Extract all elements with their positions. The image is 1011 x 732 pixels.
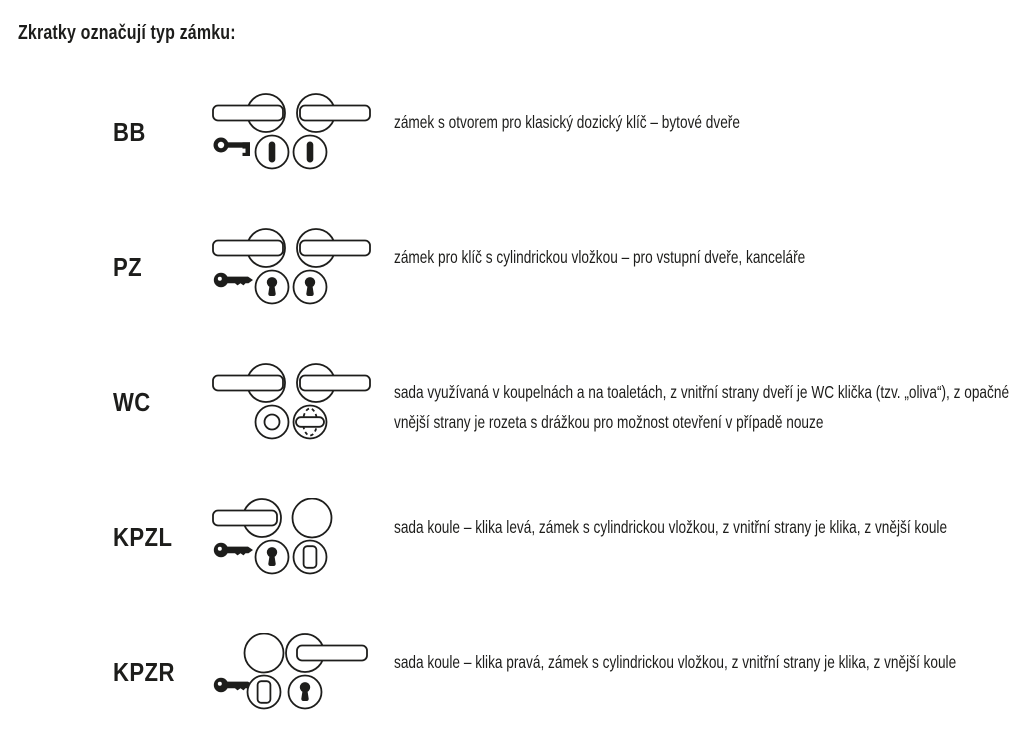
page-title: Zkratky označují typ zámku: [18, 22, 236, 44]
lever-handle-right-icon [286, 634, 367, 672]
lever-handle-left-icon [213, 499, 281, 537]
wc-hardware-diagram [212, 363, 372, 443]
lever-handle-right-icon [297, 94, 370, 132]
lock-description-wc: sada využívaná v koupelnách a na toaletách, z vnitřní strany dveří je WC klička (tzv. „oliva“), z opačné vnější strany je rozeta s drážkou pro možnost otevření v případě nouze [394, 382, 1010, 432]
round-knob-icon [245, 634, 284, 673]
lock-type-row-wc [0, 363, 1011, 443]
lock-code-wc: WC [113, 387, 151, 417]
cylinder-key-icon [214, 273, 253, 287]
bb-keyhole-rosette-icon [294, 136, 327, 169]
round-knob-icon [293, 499, 332, 538]
cylinder-key-icon [214, 543, 253, 557]
kpzr-hardware-diagram [212, 633, 372, 713]
kpzl-hardware-diagram [212, 498, 372, 578]
blind-rosette-icon [248, 676, 281, 709]
lever-handle-left-icon [213, 229, 285, 267]
lock-type-row-pz [0, 228, 1011, 308]
bb-hardware-diagram [212, 93, 372, 173]
wc-oliva-thumbturn-icon [294, 406, 327, 439]
bit-key-icon [214, 138, 251, 157]
lock-type-row-bb [0, 93, 1011, 173]
lock-description-kpzr: sada koule – klika pravá, zámek s cylindrickou vložkou, z vnitřní strany je klika, z vnější koule [394, 652, 957, 672]
lock-code-pz: PZ [113, 252, 143, 282]
lock-description-pz: zámek pro klíč s cylindrickou vložkou – pro vstupní dveře, kanceláře [394, 247, 806, 267]
pz-keyhole-rosette-icon [256, 541, 289, 574]
lever-handle-left-icon [213, 94, 285, 132]
lock-description-kpzl: sada koule – klika levá, zámek s cylindrickou vložkou, z vnitřní strany je klika, z vnější koule [394, 517, 948, 537]
lock-type-row-kpzl [0, 498, 1011, 578]
wc-emergency-rosette-icon [256, 406, 289, 439]
lock-description-bb: zámek s otvorem pro klasický dozický klíč – bytové dveře [394, 112, 740, 132]
pz-keyhole-rosette-icon [289, 676, 322, 709]
lock-code-bb: BB [113, 117, 146, 147]
lock-code-kpzl: KPZL [113, 522, 173, 552]
pz-keyhole-rosette-icon [256, 271, 289, 304]
lever-handle-right-icon [297, 229, 370, 267]
lock-code-kpzr: KPZR [113, 657, 175, 687]
blind-rosette-icon [294, 541, 327, 574]
pz-keyhole-rosette-icon [294, 271, 327, 304]
lock-type-row-kpzr [0, 633, 1011, 713]
lever-handle-right-icon [297, 364, 370, 402]
pz-hardware-diagram [212, 228, 372, 308]
lever-handle-left-icon [213, 364, 285, 402]
bb-keyhole-rosette-icon [256, 136, 289, 169]
